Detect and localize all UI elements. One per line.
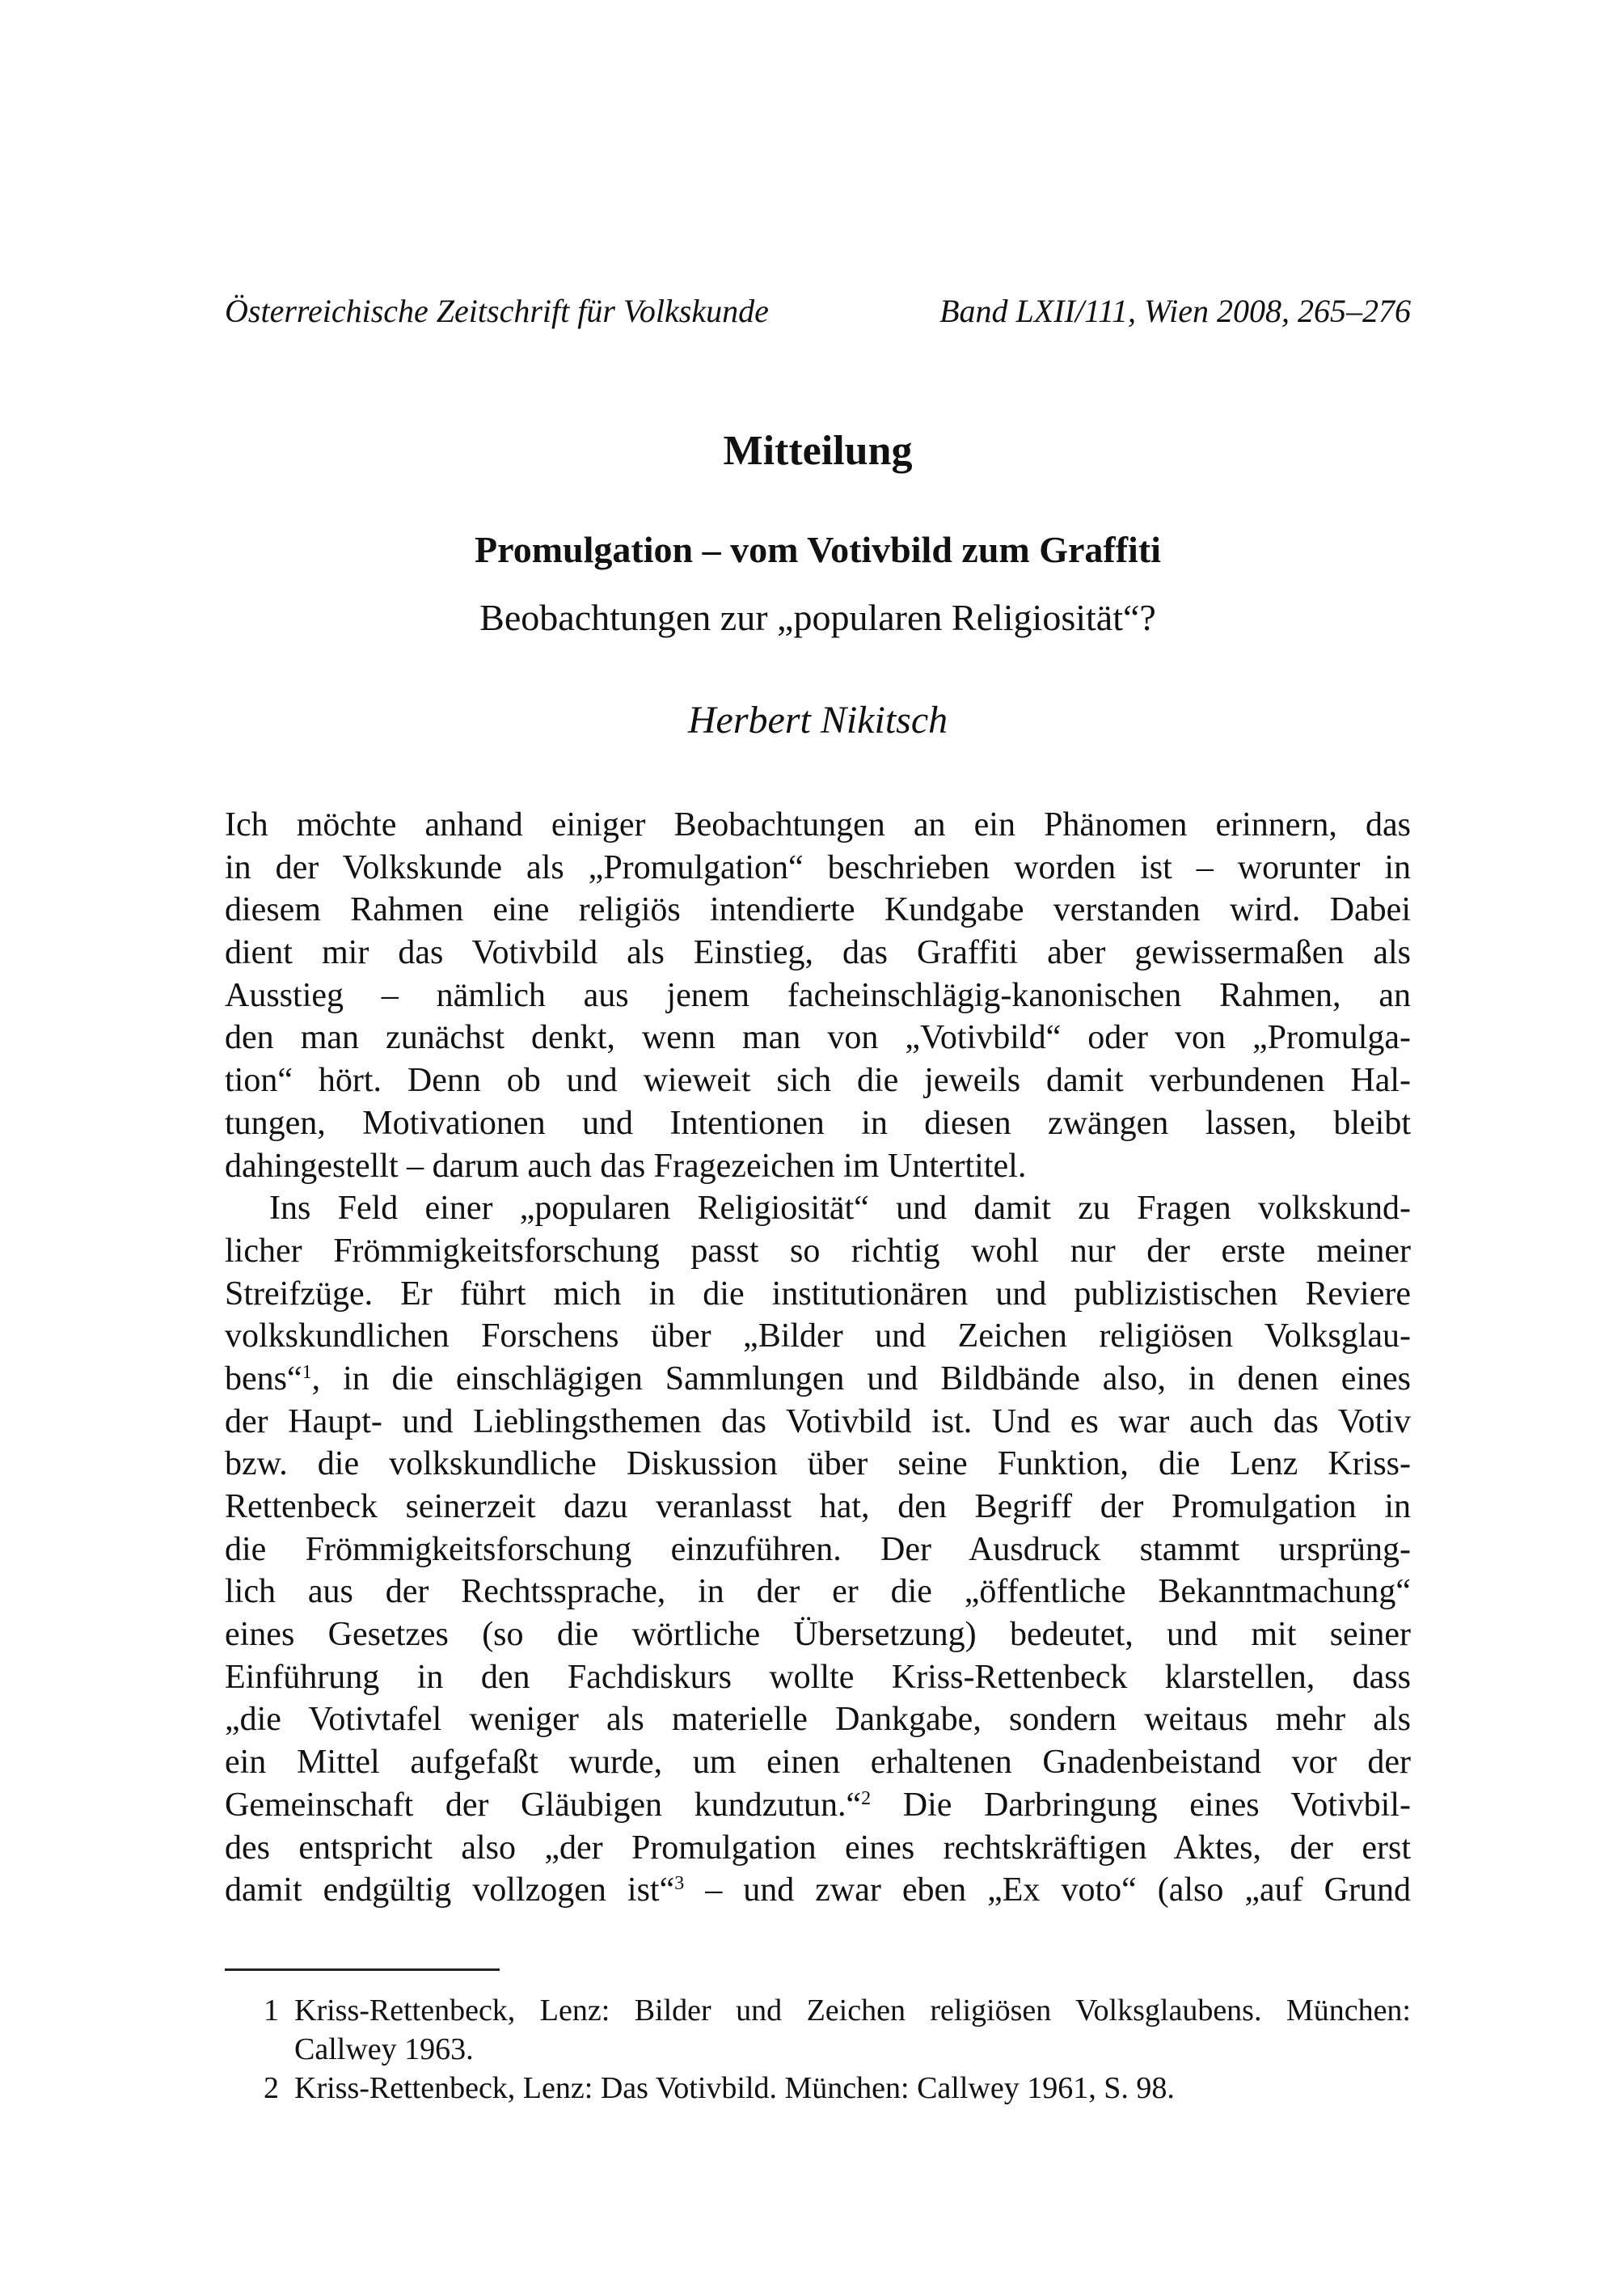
text-segment: bens“ bbox=[225, 1359, 302, 1397]
text-line bbox=[225, 1401, 1411, 1444]
article-subtitle: Beobachtungen zur „popularen Religiosität“? bbox=[479, 597, 1156, 638]
footnote-reference[interactable]: 1 bbox=[302, 1361, 312, 1383]
text-segment: damit endgültig vollzogen ist“ bbox=[225, 1871, 675, 1909]
text-segment: tungen, Motivationen und Intentionen in diesen zwängen lassen, bleibt bbox=[225, 1104, 1411, 1142]
footnote-number: 2 bbox=[264, 2071, 279, 2105]
text-line bbox=[225, 1486, 1411, 1529]
text-segment: Ich möchte anhand einiger Beobachtungen an ein Phänomen erinnern, das bbox=[225, 806, 1411, 844]
text-line bbox=[225, 1145, 1411, 1188]
text-segment: dient mir das Votivbild als Einstieg, das Graffiti aber gewissermaßen als bbox=[225, 934, 1411, 972]
text-line bbox=[225, 804, 1411, 847]
text-line bbox=[225, 1784, 1411, 1827]
running-header bbox=[225, 291, 1411, 332]
text-segment: volkskundlichen Forschens über „Bilder und Zeichen religiösen Volksglau- bbox=[225, 1317, 1411, 1355]
text-line bbox=[225, 1827, 1411, 1870]
text-line bbox=[225, 1869, 1411, 1912]
text-segment: in der Volkskunde als „Promulgation“ beschrieben worden ist – worunter in bbox=[225, 848, 1411, 886]
journal-name: Österreichische Zeitschrift für Volkskunde bbox=[225, 293, 769, 329]
article-author: Herbert Nikitsch bbox=[687, 699, 948, 742]
text-line bbox=[225, 1230, 1411, 1273]
text-segment: Ins Feld einer „popularen Religiosität“ und damit zu Fragen volkskund- bbox=[269, 1190, 1411, 1228]
text-line bbox=[225, 1571, 1411, 1613]
text-segment: den man zunächst denkt, wenn man von „Votivbild“ oder von „Promulga- bbox=[225, 1019, 1411, 1057]
text-segment: – und zwar eben „Ex voto“ (also „auf Grund bbox=[684, 1871, 1411, 1909]
text-segment: bzw. die volkskundliche Diskussion über seine Funktion, die Lenz Kriss- bbox=[225, 1445, 1411, 1483]
text-segment: Einführung in den Fachdiskurs wollte Kriss-Rettenbeck klarstellen, dass bbox=[225, 1658, 1411, 1696]
text-segment: diesem Rahmen eine religiös intendierte Kundgabe verstanden wird. Dabei bbox=[225, 891, 1411, 929]
text-segment: der Haupt- und Lieblingsthemen das Votivbild ist. Und es war auch das Votiv bbox=[225, 1402, 1411, 1440]
text-line bbox=[225, 1102, 1411, 1145]
text-segment: „die Votivtafel weniger als materielle Dankgabe, sondern weitaus mehr als bbox=[225, 1701, 1411, 1739]
text-line bbox=[225, 1443, 1411, 1486]
text-segment: Die Darbringung eines Votivbil- bbox=[871, 1786, 1411, 1824]
volume-info: Band LXII/111, Wien 2008, 265–276 bbox=[939, 293, 1411, 329]
footnote-text-continued: Callwey 1963. bbox=[294, 2032, 474, 2066]
footnote-number: 1 bbox=[264, 1994, 279, 2027]
footnote bbox=[225, 1991, 1411, 2069]
footnote-text: Kriss-Rettenbeck, Lenz: Bilder und Zeichen religiösen Volksglaubens. München: bbox=[294, 1994, 1411, 2027]
text-segment: des entspricht also „der Promulgation eines rechtskräftigen Aktes, der erst bbox=[225, 1829, 1411, 1867]
text-line bbox=[225, 1187, 1411, 1230]
text-segment: die Frömmigkeitsforschung einzuführen. Der Ausdruck stammt ursprüng- bbox=[225, 1530, 1411, 1568]
text-line bbox=[225, 1059, 1411, 1102]
text-line bbox=[225, 1017, 1411, 1059]
text-line bbox=[225, 1273, 1411, 1316]
text-segment: eines Gesetzes (so die wörtliche Übersetzung) bedeutet, und mit seiner bbox=[225, 1616, 1411, 1654]
text-segment: , in die einschlägigen Sammlungen und Bildbände also, in denen eines bbox=[311, 1359, 1411, 1397]
text-line bbox=[225, 1315, 1411, 1358]
text-segment: Ausstieg – nämlich aus jenem facheinschlägig-kanonischen Rahmen, an bbox=[225, 976, 1411, 1014]
text-line bbox=[225, 1741, 1411, 1784]
article-title: Promulgation – vom Votivbild zum Graffiti bbox=[475, 529, 1161, 570]
footnote-rule bbox=[225, 1968, 500, 1971]
article-kind: Mitteilung bbox=[723, 428, 913, 474]
footnote bbox=[225, 2069, 1411, 2108]
text-line bbox=[225, 1698, 1411, 1741]
text-line bbox=[225, 1613, 1411, 1656]
text-segment: Rettenbeck seinerzeit dazu veranlasst hat, den Begriff der Promulgation in bbox=[225, 1488, 1411, 1525]
footnote-reference[interactable]: 2 bbox=[861, 1787, 872, 1809]
text-segment: dahingestellt – darum auch das Fragezeichen im Untertitel. bbox=[225, 1147, 1027, 1185]
text-line bbox=[225, 932, 1411, 975]
text-segment: tion“ hört. Denn ob und wieweit sich die jeweils damit verbundenen Hal- bbox=[225, 1062, 1411, 1100]
footnotes bbox=[225, 1991, 1411, 2108]
text-line bbox=[225, 1529, 1411, 1571]
footnote-text: Kriss-Rettenbeck, Lenz: Das Votivbild. München: Callwey 1961, S. 98. bbox=[294, 2071, 1175, 2105]
text-line bbox=[225, 847, 1411, 890]
body-text bbox=[225, 804, 1411, 1912]
text-segment: lich aus der Rechtssprache, in der er die „öffentliche Bekanntmachung“ bbox=[225, 1573, 1411, 1611]
text-segment: licher Frömmigkeitsforschung passt so richtig wohl nur der erste meiner bbox=[225, 1232, 1411, 1270]
text-line bbox=[225, 889, 1411, 932]
text-line bbox=[225, 1358, 1411, 1401]
text-line bbox=[225, 1656, 1411, 1699]
text-segment: Gemeinschaft der Gläubigen kundzutun.“ bbox=[225, 1786, 862, 1824]
text-line bbox=[225, 975, 1411, 1017]
text-segment: ein Mittel aufgefaßt wurde, um einen erhaltenen Gnadenbeistand vor der bbox=[225, 1744, 1411, 1782]
footnote-reference[interactable]: 3 bbox=[674, 1873, 685, 1895]
text-segment: Streifzüge. Er führt mich in die institutionären und publizistischen Reviere bbox=[225, 1275, 1411, 1313]
